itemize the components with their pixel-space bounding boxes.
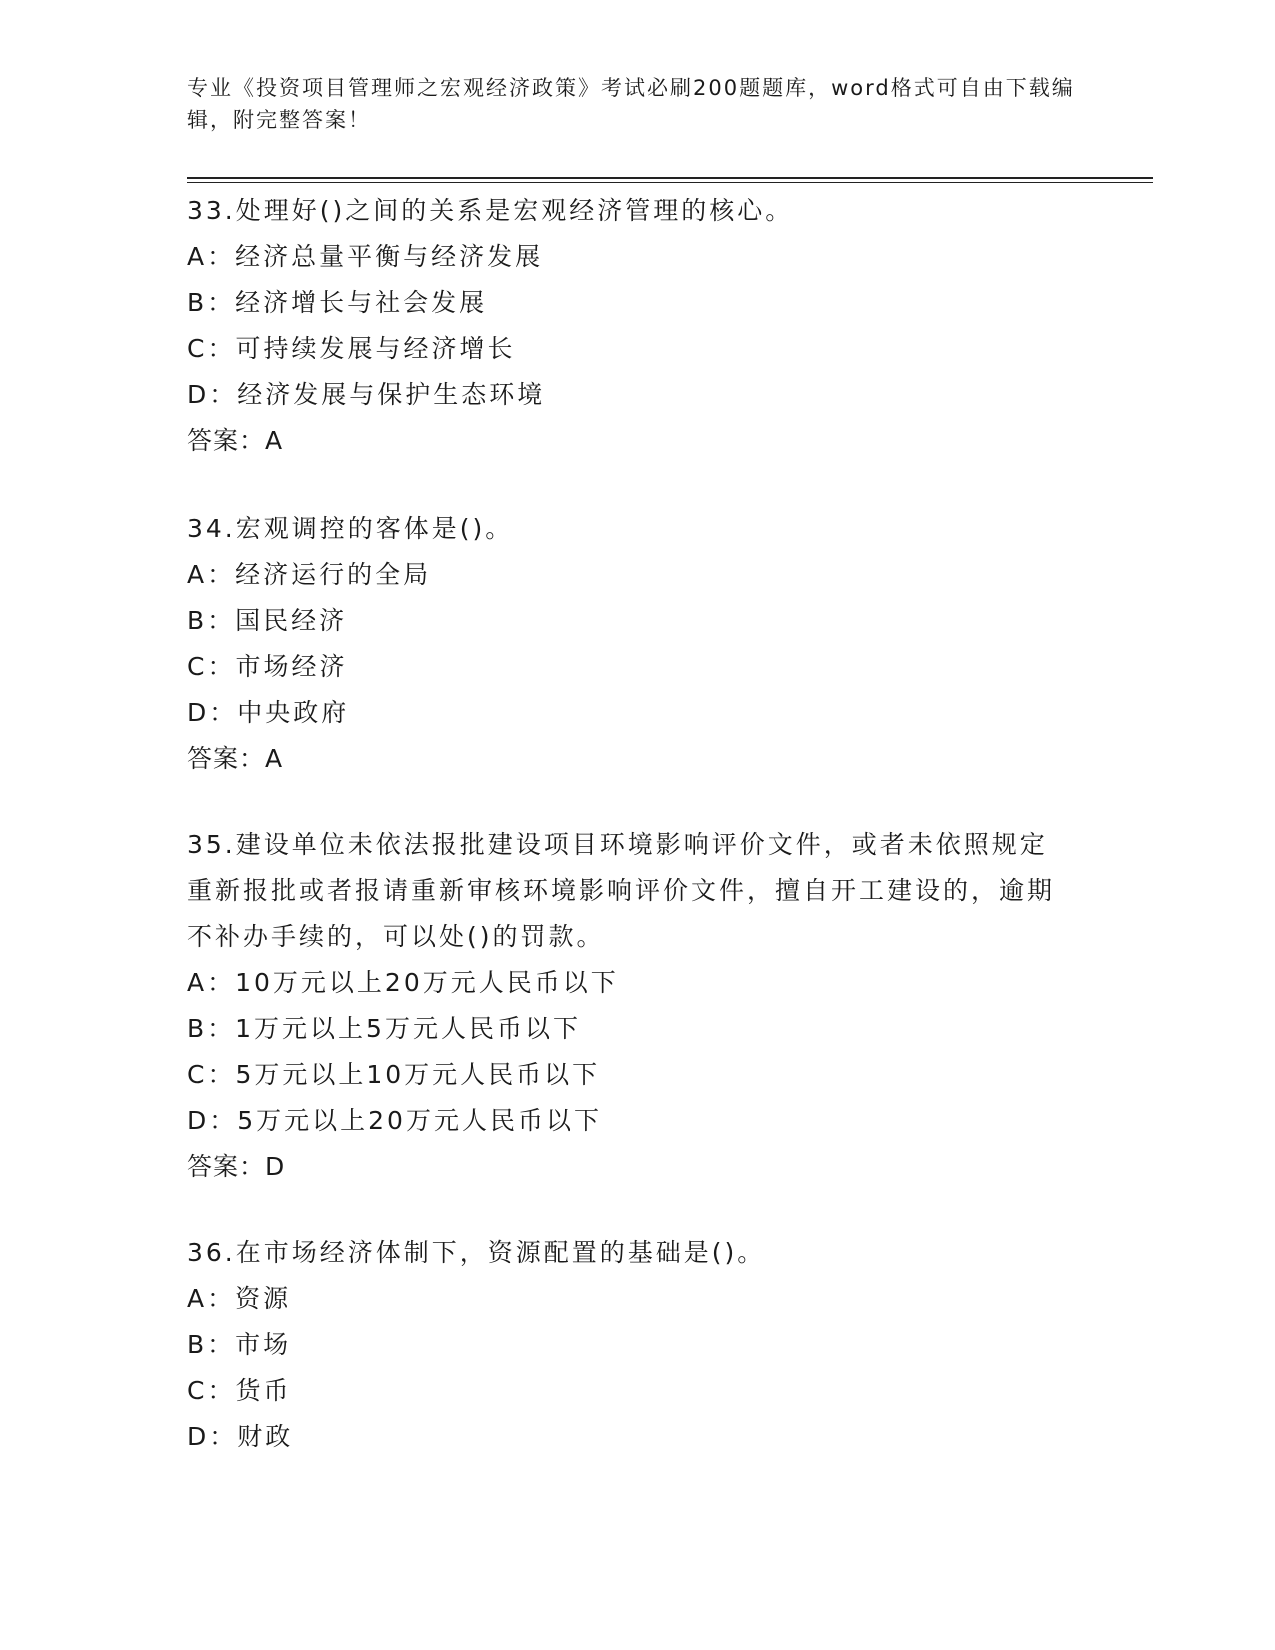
option-d: D：财政 bbox=[187, 1422, 294, 1451]
question-block bbox=[187, 506, 1087, 782]
option-c: C：市场经济 bbox=[187, 652, 348, 681]
question-stem: 35.建设单位未依法报批建设项目环境影响评价文件，或者未依照规定重新报批或者报请重新审核环境影响评价文件，擅自开工建设的，逾期不补办手续的，可以处()的罚款。 bbox=[187, 830, 1056, 951]
answer-label: 答案：D bbox=[187, 1152, 286, 1181]
question-block bbox=[187, 188, 1087, 464]
option-c: C：货币 bbox=[187, 1376, 292, 1405]
option-b: B：经济增长与社会发展 bbox=[187, 288, 488, 317]
option-d: D：经济发展与保护生态环境 bbox=[187, 380, 546, 409]
option-b: B：国民经济 bbox=[187, 606, 348, 635]
answer-label: 答案：A bbox=[187, 426, 284, 455]
option-d: D：中央政府 bbox=[187, 698, 350, 727]
answer-label: 答案：A bbox=[187, 744, 284, 773]
question-stem: 34.宏观调控的客体是()。 bbox=[187, 514, 514, 543]
option-a: A：10万元以上20万元人民币以下 bbox=[187, 968, 619, 997]
document-intro: 专业《投资项目管理师之宏观经济政策》考试必刷200题题库，word格式可自由下载编辑，附完整答案！ bbox=[187, 76, 1075, 132]
option-b: B：市场 bbox=[187, 1330, 292, 1359]
question-stem: 33.处理好()之间的关系是宏观经济管理的核心。 bbox=[187, 196, 794, 225]
question-stem: 36.在市场经济体制下，资源配置的基础是()。 bbox=[187, 1238, 766, 1267]
question-block bbox=[187, 1230, 1087, 1460]
option-d: D：5万元以上20万元人民币以下 bbox=[187, 1106, 602, 1135]
option-b: B：1万元以上5万元人民币以下 bbox=[187, 1014, 581, 1043]
option-a: A：经济总量平衡与经济发展 bbox=[187, 242, 544, 271]
header-divider bbox=[187, 177, 1153, 183]
question-block bbox=[187, 822, 1087, 1190]
option-c: C：5万元以上10万元人民币以下 bbox=[187, 1060, 601, 1089]
option-a: A：资源 bbox=[187, 1284, 292, 1313]
option-a: A：经济运行的全局 bbox=[187, 560, 432, 589]
option-c: C：可持续发展与经济增长 bbox=[187, 334, 516, 363]
